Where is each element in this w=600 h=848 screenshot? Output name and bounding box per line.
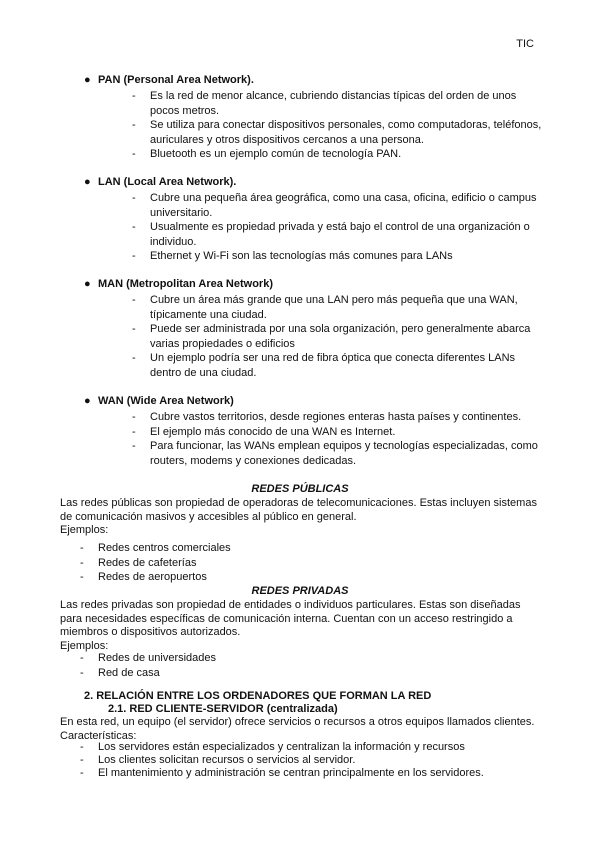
list-item: - Es la red de menor alcance, cubriendo distancias típicas del orden de unos pocos metros. — [132, 90, 517, 117]
network-section-man — [84, 277, 544, 380]
bullet-list — [132, 410, 544, 468]
dash-icon: - — [80, 652, 84, 664]
list-item: - El mantenimiento y administración se centran principalmente en los servidores. — [80, 767, 484, 779]
dash-icon: - — [80, 754, 84, 766]
header-label: TIC — [516, 38, 534, 50]
dash-icon: - — [80, 666, 84, 679]
section-title — [84, 73, 544, 88]
section-title-text: LAN (Local Area Network). — [98, 176, 237, 188]
bullet-list — [132, 293, 544, 380]
dash-icon: - — [132, 352, 136, 364]
network-section-lan — [84, 175, 544, 264]
dash-icon: - — [80, 556, 84, 569]
dash-icon: - — [132, 148, 136, 160]
network-section-pan — [84, 73, 544, 162]
relation-paragraph: En esta red, un equipo (el servidor) ofrece servicios o recursos a otros equipos llamados clientes. Características: — [60, 716, 535, 742]
list-item: - Usualmente es propiedad privada y está bajo el control de una organización o individuo. — [132, 221, 530, 248]
examples-label: Ejemplos: — [60, 639, 109, 652]
dash-icon: - — [132, 90, 136, 102]
public-heading: REDES PÚBLICAS — [251, 483, 349, 495]
list-item: - Los clientes solicitan recursos o servicios al servidor. — [80, 754, 356, 766]
list-item: - Redes de universidades — [80, 652, 217, 664]
private-paragraph — [60, 599, 540, 653]
bullet-icon: ● — [84, 395, 91, 407]
list-item: - Redes de aeropuertos — [80, 571, 207, 583]
section-title-text: PAN (Personal Area Network). — [98, 74, 254, 86]
dash-icon: - — [132, 221, 136, 233]
private-heading: REDES PRIVADAS — [251, 585, 349, 597]
relation-title: 2. RELACIÓN ENTRE LOS ORDENADORES QUE FORMAN LA RED — [84, 690, 432, 702]
list-item: - Ethernet y Wi-Fi son las tecnologías más comunes para LANs — [132, 250, 453, 262]
list-item: - El ejemplo más conocido de una WAN es Internet. — [132, 425, 396, 438]
section-title-text: MAN (Metropolitan Area Network) — [98, 278, 273, 290]
section-title — [84, 175, 544, 190]
list-item: - Puede ser administrada por una sola organización, pero generalmente abarca varias propiedades o edificios — [132, 323, 531, 350]
dash-icon: - — [132, 294, 136, 306]
list-item: - Un ejemplo podría ser una red de fibra óptica que conecta diferentes LANs dentro de una ciudad. — [132, 352, 516, 379]
list-item: - Redes de cafeterías — [80, 556, 197, 569]
bullet-list — [132, 89, 544, 162]
list-item: - Se utiliza para conectar dispositivos personales, como computadoras, teléfonos, auriculares y otros dispositivos cercanos a una persona. — [132, 119, 542, 146]
list-item: - Cubre un área más grande que una LAN pero más pequeña que una WAN, típicamente una ciudad. — [132, 294, 518, 321]
section-title-text: WAN (Wide Area Network) — [98, 395, 234, 407]
dash-icon: - — [80, 767, 84, 779]
list-item: - Cubre una pequeña área geográfica, como una casa, oficina, edificio o campus universitario. — [132, 192, 537, 219]
section-title — [84, 394, 544, 409]
public-paragraph — [60, 497, 540, 538]
dash-icon: - — [80, 741, 84, 753]
public-text: Las redes públicas son propiedad de operadoras de telecomunicaciones. Estas incluyen sistemas de comunicación masivos y accesibles al público en general. — [60, 497, 537, 523]
dash-icon: - — [132, 119, 136, 131]
dash-icon: - — [132, 425, 136, 438]
relation-subtitle: 2.1. RED CLIENTE-SERVIDOR (centralizada) — [108, 703, 338, 715]
dash-icon: - — [132, 250, 136, 262]
dash-icon: - — [80, 542, 84, 554]
examples-label: Ejemplos: — [60, 524, 109, 536]
list-item: - Redes centros comerciales — [80, 542, 231, 554]
dash-icon: - — [132, 192, 136, 204]
list-item: - Los servidores están especializados y centralizan la información y recursos — [80, 741, 465, 753]
bullet-icon: ● — [84, 74, 91, 86]
bullet-list — [132, 191, 544, 264]
dash-icon: - — [132, 411, 136, 423]
list-item: - Para funcionar, las WANs emplean equipos y tecnologías especializadas, como routers, modems y conexiones dedicadas. — [132, 440, 538, 467]
public-examples-list — [80, 541, 231, 585]
bullet-icon: ● — [84, 278, 91, 290]
list-item: - Red de casa — [80, 666, 160, 679]
list-item: - Cubre vastos territorios, desde regiones enteras hasta países y continentes. — [132, 411, 522, 423]
network-section-wan — [84, 394, 544, 468]
private-text: Las redes privadas son propiedad de entidades o individuos particulares. Estas son diseñadas para necesidades específicas de comunicación interna. Cuentan con un acceso restringido a miembros o dispositivos autorizados. — [60, 599, 521, 638]
dash-icon: - — [132, 323, 136, 335]
list-item: - Bluetooth es un ejemplo común de tecnología PAN. — [132, 148, 402, 160]
private-examples-list — [80, 651, 216, 680]
section-title — [84, 277, 544, 292]
dash-icon: - — [80, 571, 84, 583]
bullet-icon: ● — [84, 176, 91, 188]
dash-icon: - — [132, 440, 136, 452]
relation-list — [80, 741, 484, 780]
